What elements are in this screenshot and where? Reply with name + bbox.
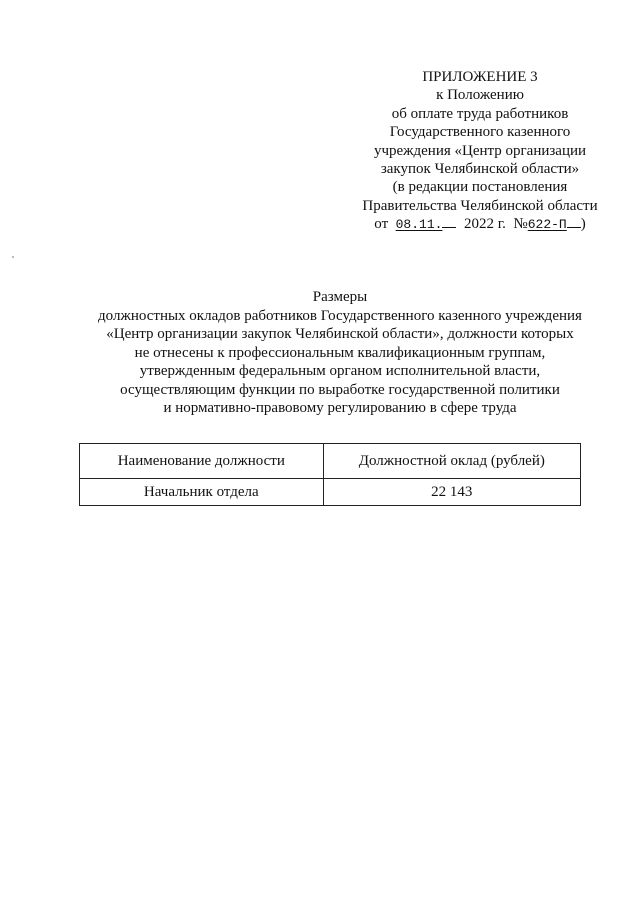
number-blank-line: [567, 226, 581, 228]
header-position: Наименование должности: [80, 444, 324, 479]
resolution-number: 622-П: [527, 217, 567, 233]
title-line: утвержденным федеральным органом исполнительной власти,: [139, 363, 541, 379]
resolution-year: 2022 г.: [463, 216, 506, 233]
title-line: и нормативно-правовому регулированию в сфере труда: [163, 400, 517, 416]
appendix-line: Правительства Челябинской области: [362, 197, 598, 214]
title-line: осуществляющим функции по выработке государственной политики: [120, 381, 560, 398]
date-blank-line: [442, 226, 456, 228]
appendix-line: к Положению: [436, 87, 524, 104]
appendix-title: ПРИЛОЖЕНИЕ 3: [422, 69, 538, 85]
header-salary: Должностной оклад (рублей): [323, 444, 580, 479]
salary-table: [79, 443, 581, 506]
appendix-line: учреждения «Центр организации: [373, 142, 587, 159]
title-line: должностных окладов работников Государственного казенного учреждения: [98, 307, 582, 324]
closing-paren: ): [580, 216, 586, 233]
number-sign: №: [513, 216, 528, 233]
appendix-header: [340, 68, 620, 235]
document-title: [60, 288, 620, 418]
appendix-line: закупок Челябинской области»: [380, 161, 580, 178]
title-line: не отнесены к профессиональным квалификационным группам,: [134, 344, 546, 361]
title-heading: Размеры: [312, 289, 368, 305]
resolution-date: 08.11.: [395, 217, 443, 233]
table-row: [80, 479, 581, 506]
appendix-line: об оплате труда работников: [391, 105, 569, 122]
appendix-line: Государственного казенного: [389, 124, 571, 141]
date-prefix: от: [374, 216, 389, 233]
appendix-line: (в редакции постановления: [392, 179, 568, 196]
resolution-date-line: [340, 215, 620, 234]
cell-position: Начальник отдела: [80, 479, 324, 506]
title-line: «Центр организации закупок Челябинской области», должности которых: [106, 326, 574, 342]
table-header-row: [80, 444, 581, 479]
scan-artifact: [12, 256, 14, 258]
cell-salary: 22 143: [323, 479, 580, 506]
